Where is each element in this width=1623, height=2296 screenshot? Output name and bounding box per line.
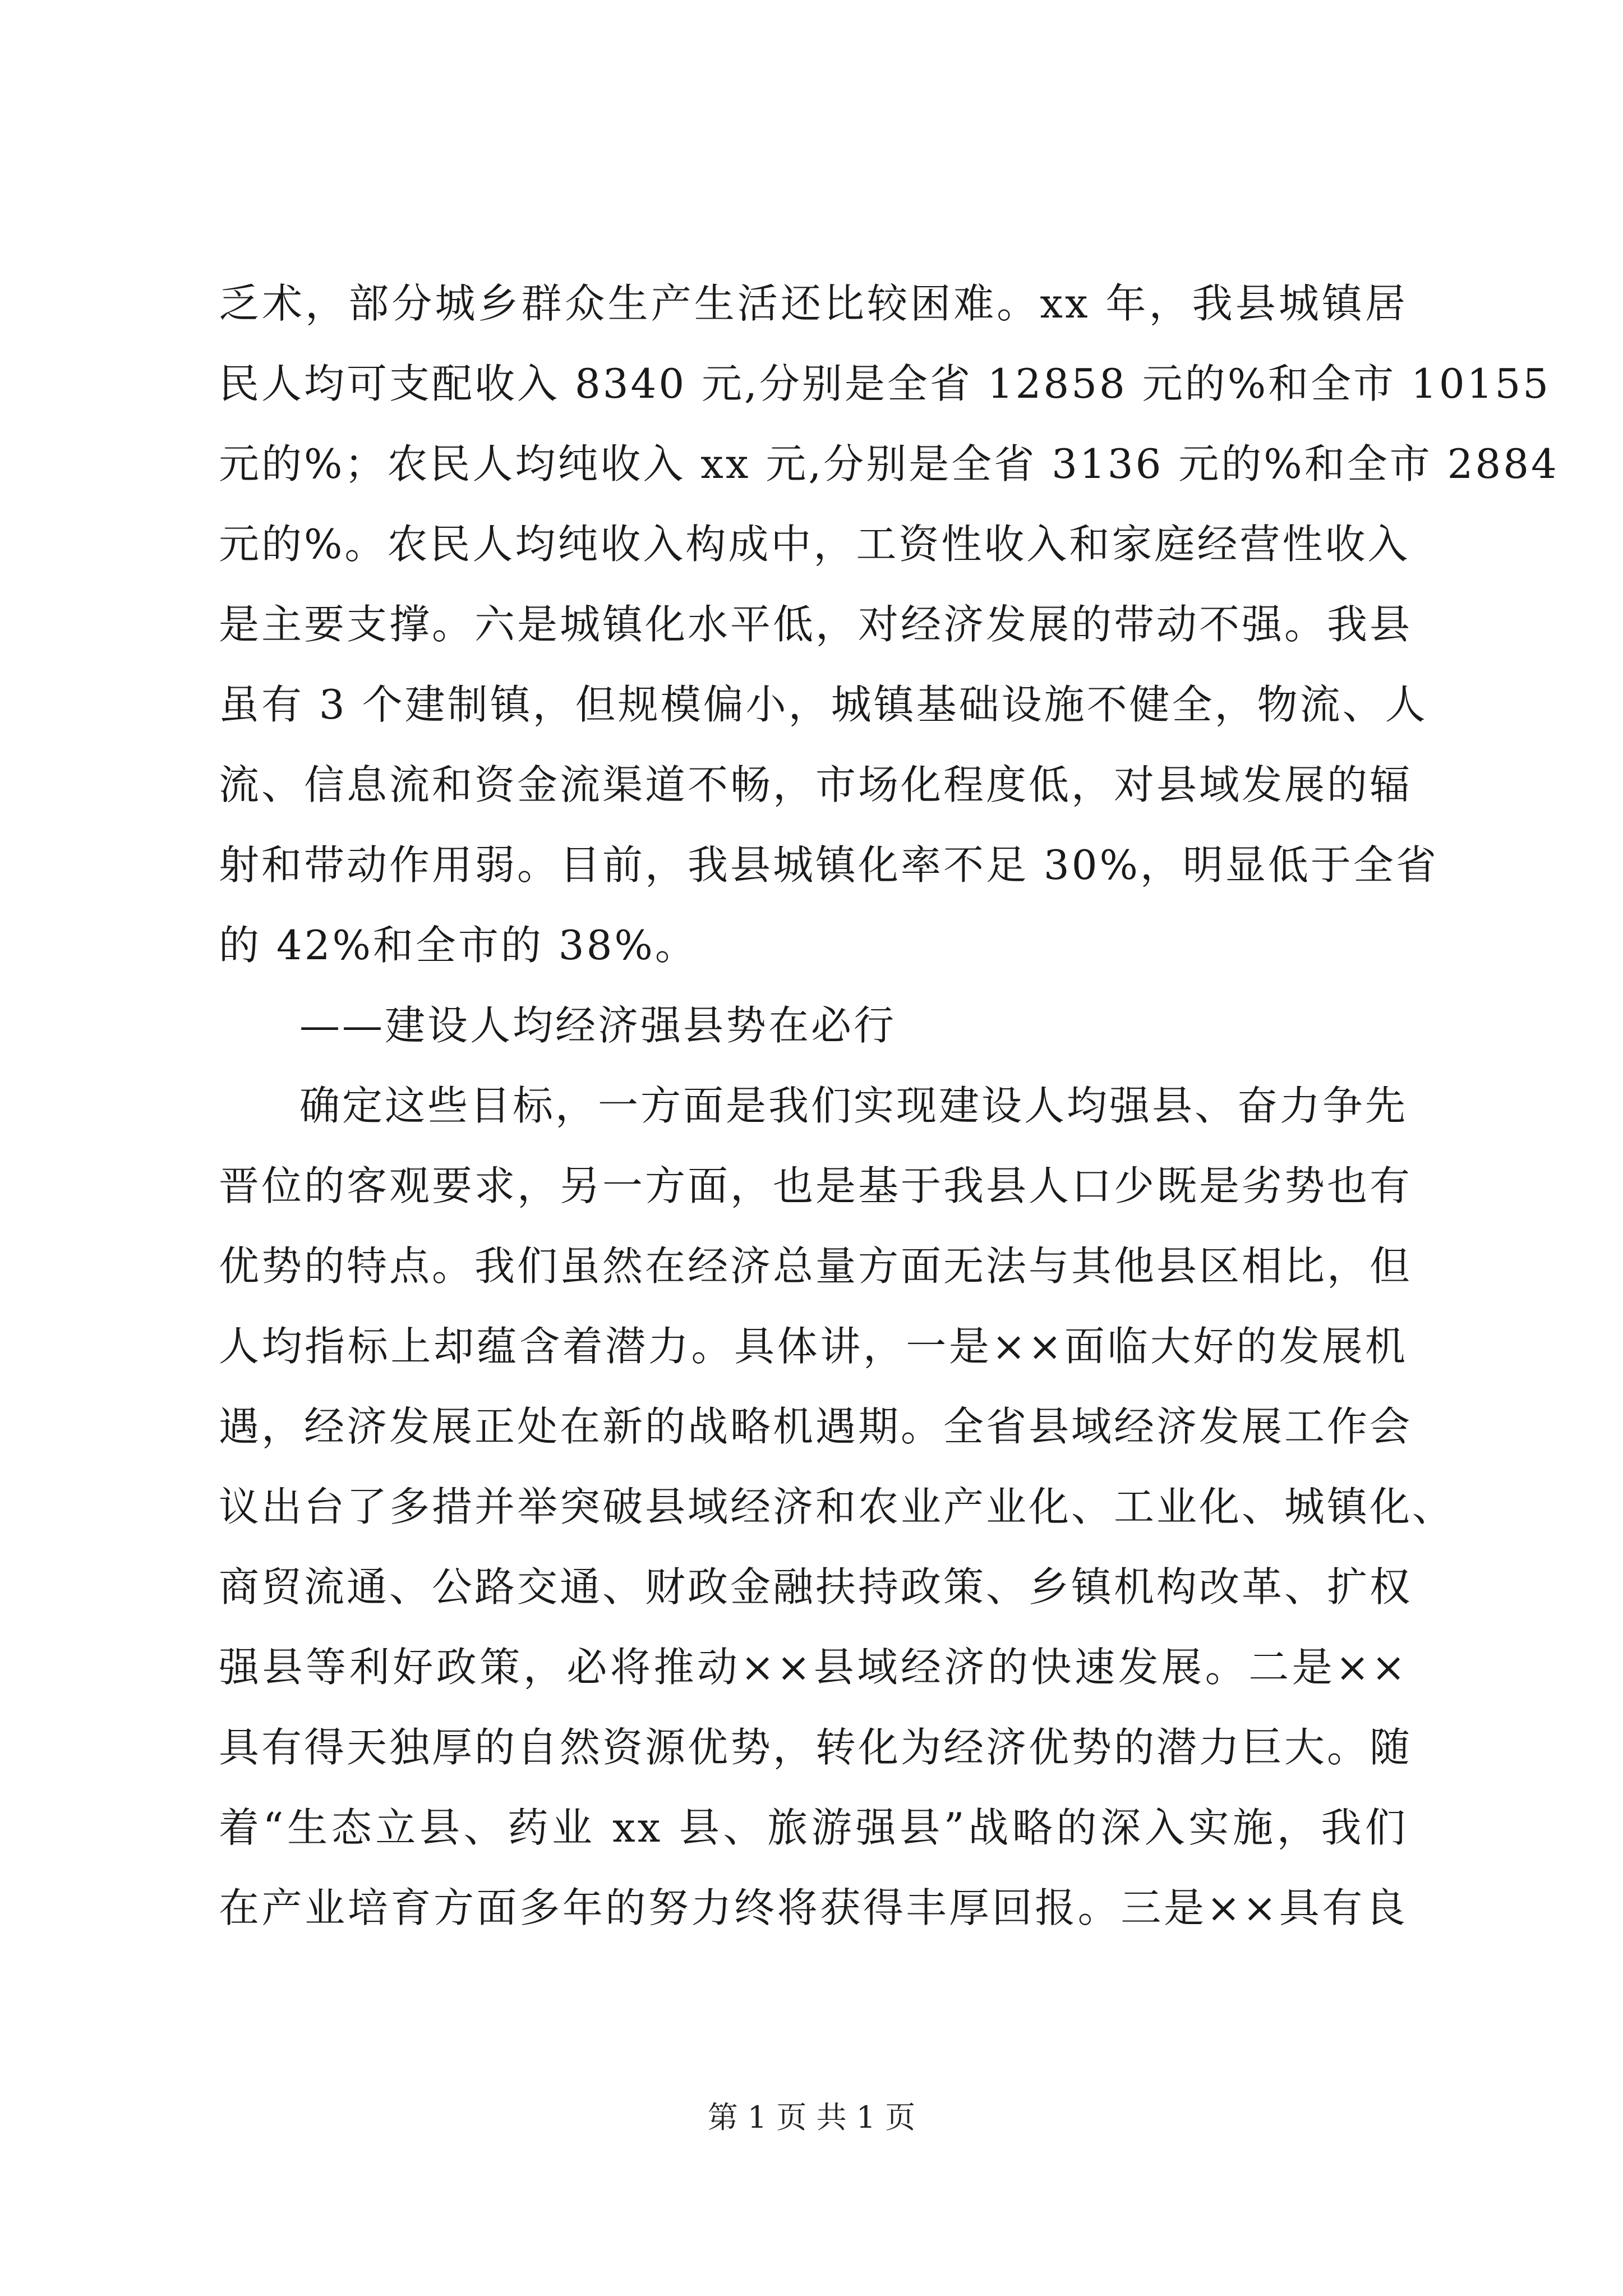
paragraph-line: 在产业培育方面多年的努力终将获得丰厚回报。三是××具有良 <box>219 1884 1408 1931</box>
page-footer <box>0 2098 1623 2137</box>
paragraph-line: 元的%；农民人均纯收入 xx 元,分别是全省 3136 元的%和全市 2884 <box>219 440 1559 487</box>
document-body <box>219 264 1559 1948</box>
paragraph-line: 的 42%和全市的 38%。 <box>219 922 698 969</box>
paragraph-line: 遇，经济发展正处在新的战略机遇期。全省县域经济发展工作会 <box>219 1403 1413 1450</box>
paragraph-line: 射和带动作用弱。目前，我县城镇化率不足 30%，明显低于全省 <box>219 841 1438 889</box>
paragraph-line: 具有得天独厚的自然资源优势，转化为经济优势的潜力巨大。随 <box>219 1724 1413 1771</box>
section-heading: ——建设人均经济强县势在必行 <box>299 1002 897 1049</box>
paragraph-line: 晋位的客观要求，另一方面，也是基于我县人口少既是劣势也有 <box>219 1162 1413 1209</box>
paragraph-line: 元的%。农民人均纯收入构成中，工资性收入和家庭经营性收入 <box>219 521 1410 568</box>
paragraph-line: 乏术，部分城乡群众生产生活还比较困难。xx 年，我县城镇居 <box>219 280 1408 327</box>
paragraph-line: 优势的特点。我们虽然在经济总量方面无法与其他县区相比，但 <box>219 1243 1413 1290</box>
paragraph-line: 虽有 3 个建制镇，但规模偏小，城镇基础设施不健全，物流、人 <box>219 681 1428 728</box>
paragraph-line: 确定这些目标，一方面是我们实现建设人均强县、奋力争先 <box>299 1082 1408 1129</box>
paragraph-line: 人均指标上却蕴含着潜力。具体讲，一是××面临大好的发展机 <box>219 1323 1408 1370</box>
paragraph-line: 民人均可支配收入 8340 元,分别是全省 12858 元的%和全市 10155 <box>219 360 1551 407</box>
paragraph-line: 是主要支撑。六是城镇化水平低，对经济发展的带动不强。我县 <box>219 601 1413 648</box>
paragraph-line: 强县等利好政策，必将推动××县域经济的快速发展。二是×× <box>219 1644 1408 1691</box>
paragraph-line: 流、信息流和资金流渠道不畅，市场化程度低，对县域发展的辐 <box>219 761 1413 808</box>
paragraph-line: 议出台了多措并举突破县域经济和农业产业化、工业化、城镇化、 <box>219 1483 1455 1530</box>
paragraph-line: 着“生态立县、药业 xx 县、旅游强县”战略的深入实施，我们 <box>219 1804 1408 1851</box>
page-number-label: 第 1 页 共 1 页 <box>707 2100 916 2135</box>
paragraph-line: 商贸流通、公路交通、财政金融扶持政策、乡镇机构改革、扩权 <box>219 1563 1413 1611</box>
